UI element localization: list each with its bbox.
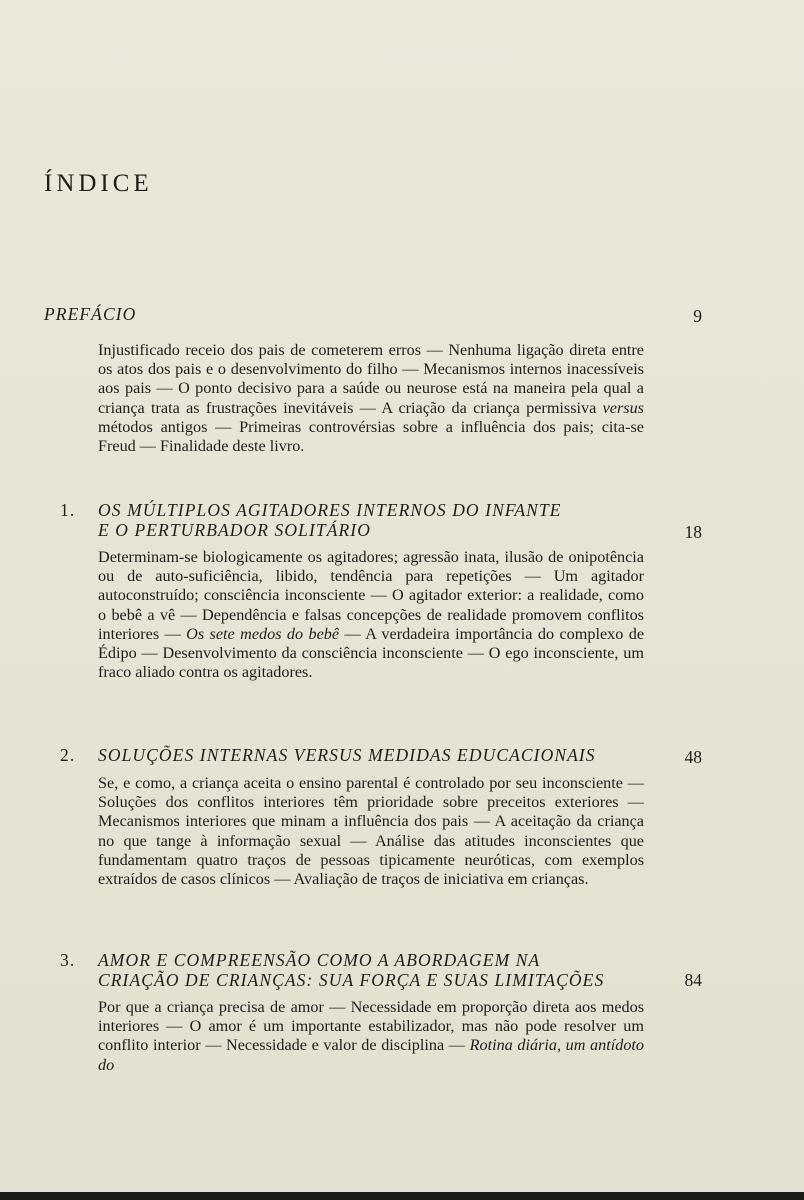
preface-summary-italic: versus xyxy=(602,398,644,417)
chapter-page-number: 48 xyxy=(684,747,702,767)
chapter-2-summary: Se, e como, a criança aceita o ensino parental é controlado por seu inconsciente — Soluções dos conflitos interiores têm prioridade sobre preceitos exteriores — Mecanismos interiores que minam a influência dos pais — A aceitação da criança no que tange à informação sexual — Análise das atitudes inconscientes que fundamentam quatro traços de pessoas tipicamente neuróticas, com exemplos extraídos de casos clínicos — Avaliação de traços de iniciativa em crianças. xyxy=(98,774,644,889)
chapter-number: 1. xyxy=(60,500,76,520)
chapter-title-line-1: OS MÚLTIPLOS AGITADORES INTERNOS DO INFANTE xyxy=(98,500,562,520)
chapter-title-line-1: AMOR E COMPREENSÃO COMO A ABORDAGEM NA xyxy=(98,950,541,970)
page-title: ÍNDICE xyxy=(44,170,153,197)
preface-summary-text: Injustificado receio dos pais de cometerem erros — Nenhuma ligação direta entre os atos dos pais e o desenvolvimento do filho — Mecanismos internos inacessíveis aos pais — O ponto decisivo para a saúde ou neurose está na maneira pela qual a criança trata as frustrações inevitáveis — A criação da criança permissiva xyxy=(98,341,644,417)
chapter-title-line-2: E O PERTURBADOR SOLITÁRIO xyxy=(98,520,371,540)
chapter-number: 2. xyxy=(60,745,76,765)
chapter-1-summary xyxy=(98,548,644,682)
chapter-number: 3. xyxy=(60,950,76,970)
chapter-1-summary-italic: Os sete medos do bebê xyxy=(186,624,340,643)
chapter-page-number: 18 xyxy=(684,522,702,542)
preface-summary xyxy=(98,341,644,456)
chapter-3-summary-italic: Rotina diária, um antídoto do xyxy=(98,1036,645,1074)
chapter-3-summary-a: Por que a criança precisa de amor — Necessidade em proporção direta aos medos interiores — O amor é um importante estabilizador, mas não pode resolver um conflito interior — Necessidade e valor de disciplina — xyxy=(98,998,644,1055)
chapter-page-number: 84 xyxy=(684,970,702,990)
preface-summary-end: métodos antigos — Primeiras controvérsias sobre a influência dos pais; cita-se Freud — Finalidade deste livro. xyxy=(98,417,644,456)
page-bottom-edge xyxy=(0,1192,804,1200)
chapter-1-summary-a: Determinam-se biologicamente os agitadores; agressão inata, ilusão de onipotência ou de auto-suficiência, libido, tendência para repetições — Um agitador autoconstruído; consciência inconsciente — O agitador exterior: a realidade, como o bebê a vê — Dependência e falsas concepções de realidade promovem conflitos interiores — xyxy=(98,548,644,643)
chapter-3-summary xyxy=(98,998,644,1075)
preface-heading: PREFÁCIO xyxy=(44,304,137,324)
preface-page-number: 9 xyxy=(693,306,702,326)
chapter-title-line-2: CRIAÇÃO DE CRIANÇAS: SUA FORÇA E SUAS LIMITAÇÕES xyxy=(98,970,605,990)
chapter-1-summary-b: — A verdadeira importância do complexo de Édipo — Desenvolvimento da consciência inconsciente — O ego inconsciente, um fraco aliado contra os agitadores. xyxy=(98,624,645,682)
chapter-title-line-1: SOLUÇÕES INTERNAS VERSUS MEDIDAS EDUCACIONAIS xyxy=(98,745,596,765)
